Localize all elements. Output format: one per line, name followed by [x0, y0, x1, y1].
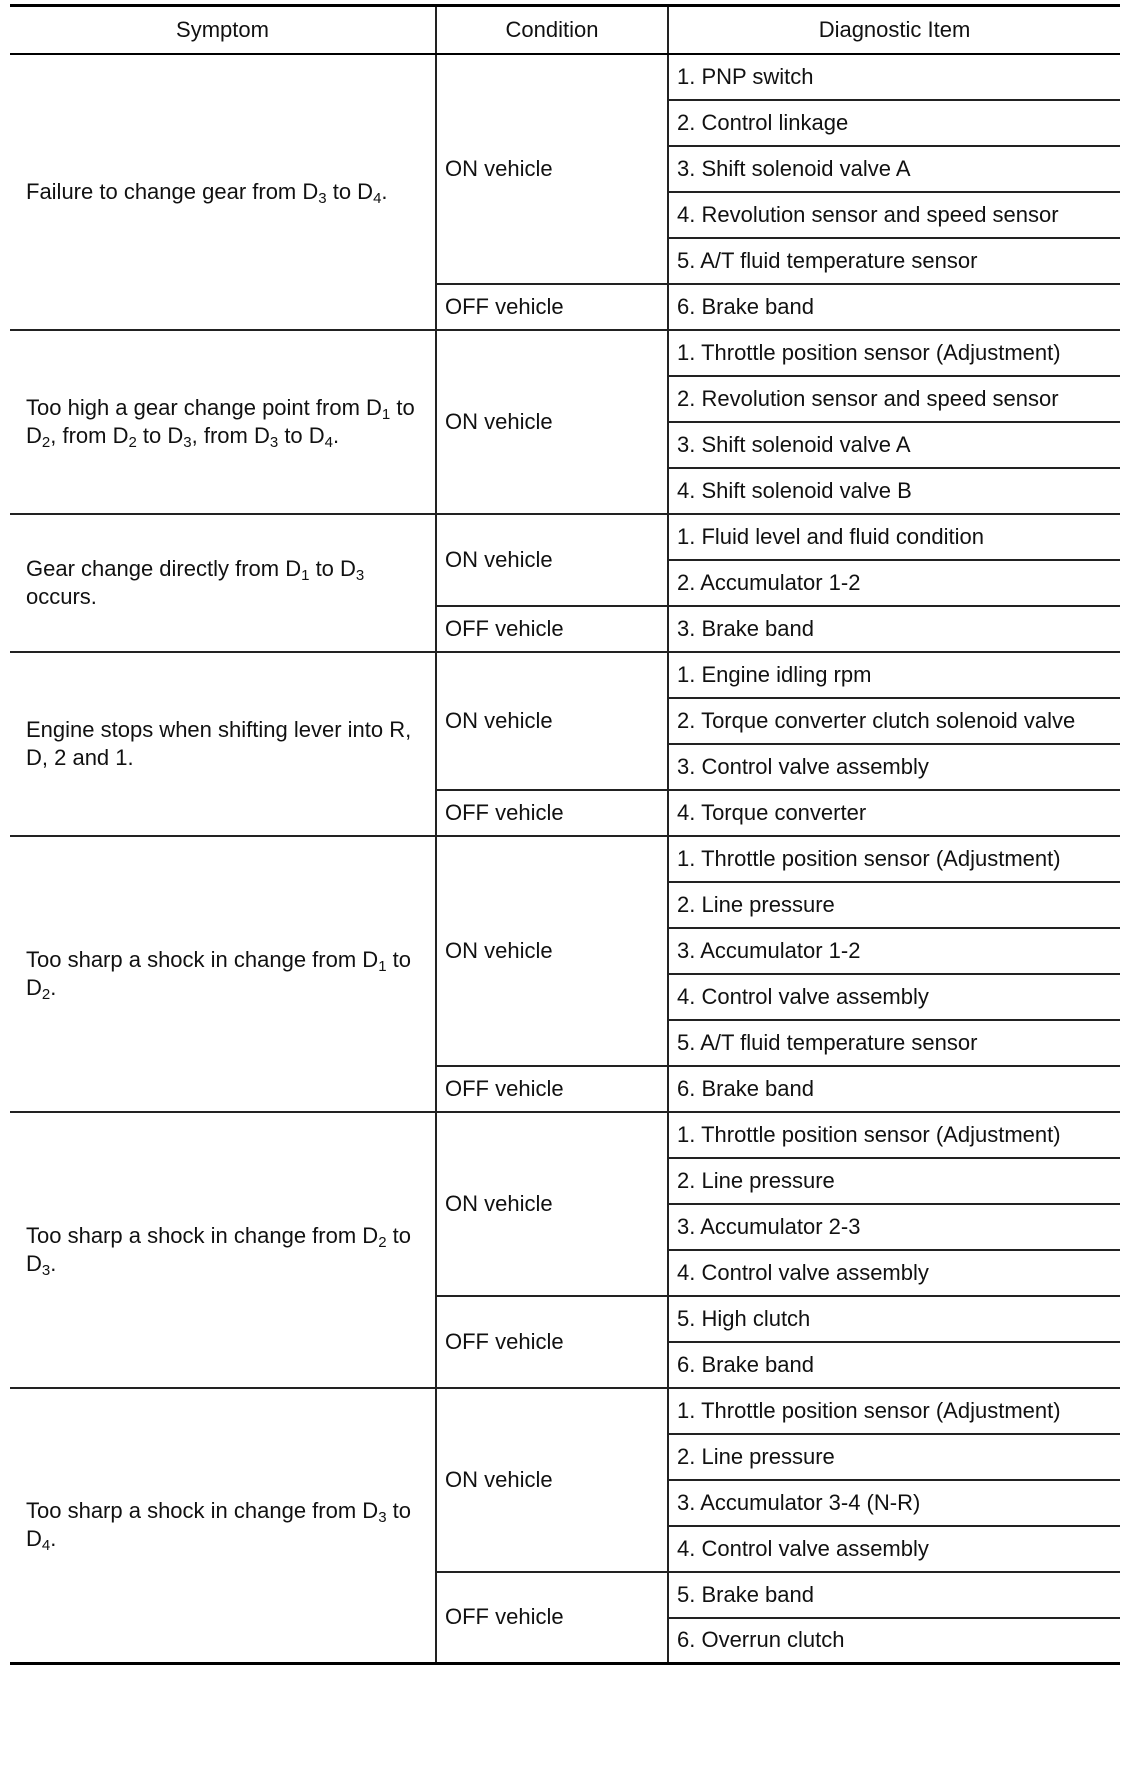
symptom-text: .: [50, 974, 57, 1000]
diagnostic-item-cell: 4. Torque converter: [668, 790, 1120, 836]
symptom-text: Gear change directly from D: [26, 555, 302, 581]
diagnostic-item-cell: 5. A/T fluid temperature sensor: [668, 238, 1120, 284]
symptom-subscript: 3: [183, 433, 192, 451]
condition-cell: OFF vehicle: [436, 1066, 668, 1112]
symptom-cell: [10, 652, 436, 836]
symptom-cell: [10, 836, 436, 1112]
symptom-text: , from D: [191, 422, 270, 448]
diagnostic-item-cell: 4. Control valve assembly: [668, 1250, 1120, 1296]
symptom-cell: [10, 1112, 436, 1388]
symptom-cell: [10, 330, 436, 514]
diagnostic-item-cell: 6. Brake band: [668, 1066, 1120, 1112]
symptom-subscript: 3: [269, 433, 279, 451]
diagnostic-table: [10, 4, 1120, 1665]
symptom-subscript: 1: [381, 405, 391, 423]
symptom-subscript: 1: [301, 566, 310, 584]
symptom-text: to D: [309, 555, 356, 581]
header-diagnostic-item: Diagnostic Item: [668, 6, 1120, 54]
condition-cell: ON vehicle: [436, 54, 668, 284]
condition-cell: ON vehicle: [436, 1388, 668, 1572]
diagnostic-item-cell: 5. High clutch: [668, 1296, 1120, 1342]
symptom-subscript: 2: [378, 1233, 387, 1251]
diagnostic-item-cell: 5. A/T fluid temperature sensor: [668, 1020, 1120, 1066]
table-row: [10, 1388, 1120, 1434]
diagnostic-item-cell: 1. Throttle position sensor (Adjustment): [668, 1112, 1120, 1158]
symptom-subscript: 4: [41, 1537, 51, 1555]
symptom-subscript: 3: [41, 1261, 51, 1279]
table-row: [10, 330, 1120, 376]
symptom-subscript: 1: [378, 957, 387, 975]
diagnostic-item-cell: 5. Brake band: [668, 1572, 1120, 1618]
diagnostic-item-cell: 1. Throttle position sensor (Adjustment): [668, 1388, 1120, 1434]
condition-cell: OFF vehicle: [436, 790, 668, 836]
symptom-text: to D: [26, 1222, 411, 1276]
diagnostic-item-cell: 2. Line pressure: [668, 882, 1120, 928]
symptom-subscript: 4: [373, 189, 382, 207]
symptom-subscript: 2: [41, 985, 51, 1003]
symptom-text: to D: [26, 1498, 411, 1552]
diagnostic-item-cell: 2. Revolution sensor and speed sensor: [668, 376, 1120, 422]
diagnostic-item-cell: 6. Brake band: [668, 1342, 1120, 1388]
diagnostic-item-cell: 2. Accumulator 1-2: [668, 560, 1120, 606]
diagnostic-item-cell: 2. Line pressure: [668, 1158, 1120, 1204]
diagnostic-item-cell: 6. Brake band: [668, 284, 1120, 330]
symptom-text: occurs.: [26, 583, 97, 609]
diagnostic-item-cell: 4. Control valve assembly: [668, 1526, 1120, 1572]
symptom-cell: [10, 514, 436, 652]
symptom-cell: [10, 54, 436, 330]
header-symptom: Symptom: [10, 6, 436, 54]
diagnostic-item-cell: 1. Throttle position sensor (Adjustment): [668, 836, 1120, 882]
symptom-subscript: 4: [324, 433, 334, 451]
diagnostic-item-cell: 2. Torque converter clutch solenoid valve: [668, 698, 1120, 744]
symptom-subscript: 2: [41, 433, 51, 451]
diagnostic-item-cell: 3. Accumulator 1-2: [668, 928, 1120, 974]
symptom-text: to D: [26, 394, 415, 448]
symptom-subscript: 2: [128, 433, 137, 451]
condition-cell: ON vehicle: [436, 330, 668, 514]
header-row: [10, 6, 1120, 54]
diagnostic-item-cell: 3. Shift solenoid valve A: [668, 146, 1120, 192]
diagnostic-item-cell: 3. Accumulator 2-3: [668, 1204, 1120, 1250]
symptom-text: Too sharp a shock in change from D: [26, 1222, 379, 1248]
diagnostic-item-cell: 1. Engine idling rpm: [668, 652, 1120, 698]
diagnostic-item-cell: 4. Shift solenoid valve B: [668, 468, 1120, 514]
symptom-text: to D: [278, 422, 325, 448]
diagnostic-item-cell: 6. Overrun clutch: [668, 1618, 1120, 1664]
symptom-text: .: [381, 178, 388, 204]
condition-cell: ON vehicle: [436, 514, 668, 606]
symptom-text: .: [333, 422, 340, 448]
symptom-text: Engine stops when shifting lever into R, D, 2 and 1.: [26, 716, 412, 770]
diagnostic-item-cell: 2. Control linkage: [668, 100, 1120, 146]
symptom-text: .: [50, 1526, 57, 1552]
condition-cell: ON vehicle: [436, 1112, 668, 1296]
symptom-text: Too sharp a shock in change from D: [26, 946, 379, 972]
symptom-text: to D: [326, 178, 374, 204]
table-body: [10, 54, 1120, 1664]
table-row: [10, 514, 1120, 560]
diagnostic-item-cell: 3. Shift solenoid valve A: [668, 422, 1120, 468]
condition-cell: OFF vehicle: [436, 606, 668, 652]
diagnostic-item-cell: 1. PNP switch: [668, 54, 1120, 100]
table-row: [10, 652, 1120, 698]
table-row: [10, 836, 1120, 882]
diagnostic-item-cell: 1. Throttle position sensor (Adjustment): [668, 330, 1120, 376]
diagnostic-item-cell: 3. Control valve assembly: [668, 744, 1120, 790]
diagnostic-item-cell: 2. Line pressure: [668, 1434, 1120, 1480]
symptom-cell: [10, 1388, 436, 1664]
diagnostic-item-cell: 4. Control valve assembly: [668, 974, 1120, 1020]
symptom-text: Too sharp a shock in change from D: [26, 1498, 379, 1524]
condition-cell: ON vehicle: [436, 652, 668, 790]
symptom-subscript: 3: [355, 566, 365, 584]
symptom-text: , from D: [50, 422, 129, 448]
diagnostic-item-cell: 3. Accumulator 3-4 (N-R): [668, 1480, 1120, 1526]
symptom-text: to D: [26, 946, 411, 1000]
condition-cell: OFF vehicle: [436, 1296, 668, 1388]
table-row: [10, 54, 1120, 100]
condition-cell: ON vehicle: [436, 836, 668, 1066]
diagnostic-item-cell: 4. Revolution sensor and speed sensor: [668, 192, 1120, 238]
diagnostic-item-cell: 3. Brake band: [668, 606, 1120, 652]
symptom-text: .: [50, 1250, 57, 1276]
symptom-subscript: 3: [318, 189, 327, 207]
symptom-subscript: 3: [378, 1509, 387, 1527]
table-row: [10, 1112, 1120, 1158]
symptom-text: Failure to change gear from D: [26, 178, 319, 204]
symptom-text: to D: [136, 422, 184, 448]
diagnostic-item-cell: 1. Fluid level and fluid condition: [668, 514, 1120, 560]
symptom-text: Too high a gear change point from D: [26, 394, 382, 420]
condition-cell: OFF vehicle: [436, 1572, 668, 1664]
condition-cell: OFF vehicle: [436, 284, 668, 330]
header-condition: Condition: [436, 6, 668, 54]
